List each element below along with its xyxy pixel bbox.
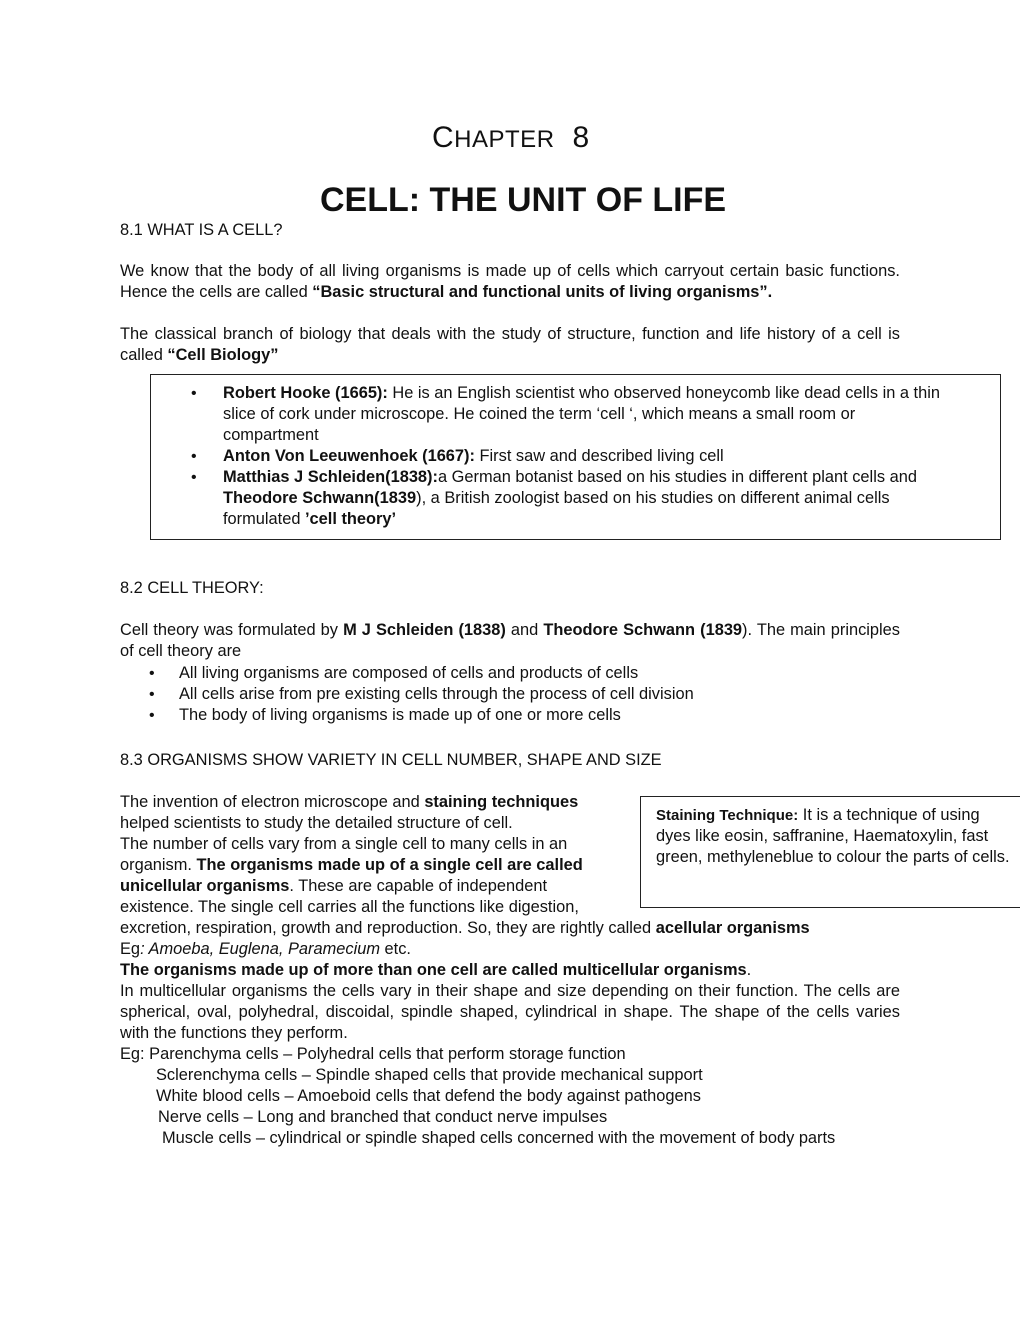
list-item: • Anton Von Leeuwenhoek (1667): First saw and described living cell xyxy=(151,446,951,467)
cell-theory-principles xyxy=(120,663,920,726)
history-box xyxy=(150,374,1001,540)
staining-label: Staining Technique: xyxy=(656,807,799,824)
chapter-number: 8 xyxy=(572,121,590,154)
list-item: • All cells arise from pre existing cells through the process of cell division xyxy=(120,684,920,705)
list-item: • The body of living organisms is made up of one or more cells xyxy=(120,705,920,726)
list-item: Muscle cells – cylindrical or spindle shaped cells concerned with the movement of body parts xyxy=(162,1129,836,1147)
staining-technique-box: Staining Technique: It is a technique of using dyes like eosin, saffranine, Haematoxylin, fast green, methyleneblue to colour the parts of cells. xyxy=(640,796,1020,908)
section-heading-8-1: 8.1 WHAT IS A CELL? xyxy=(120,221,283,239)
section-heading-8-2: 8.2 CELL THEORY: xyxy=(120,579,264,597)
section-heading-8-3: 8.3 ORGANISMS SHOW VARIETY IN CELL NUMBER, SHAPE AND SIZE xyxy=(120,751,662,769)
list-item: White blood cells – Amoeboid cells that defend the body against pathogens xyxy=(156,1087,701,1105)
paragraph-cell-theory: Cell theory was formulated by M J Schleiden (1838) and Theodore Schwann (1839). The main principles of cell theory are xyxy=(120,621,900,660)
paragraph-cell-biology: The classical branch of biology that deals with the study of structure, function and life history of a cell is called “Cell Biology” xyxy=(120,325,900,364)
paragraph-multicellular: In multicellular organisms the cells vary in their shape and size depending on their function. The cells are spherical, oval, polyhedral, discoidal, spindle shaped, cylindrical in shape. The shape of the cells varies with the functions they perform. xyxy=(120,982,900,1042)
list-item: Eg: Parenchyma cells – Polyhedral cells that perform storage function xyxy=(120,1045,626,1063)
list-item: • Matthias J Schleiden(1838):a German botanist based on his studies in different plant cells and Theodore Schwann(1839), a British zoologist based on his studies on different animal cells formulated ’cell theory’ xyxy=(151,467,951,530)
list-item: Sclerenchyma cells – Spindle shaped cells that provide mechanical support xyxy=(156,1066,703,1084)
list-item: Nerve cells – Long and branched that conduct nerve impulses xyxy=(158,1108,608,1126)
list-item: • All living organisms are composed of cells and products of cells xyxy=(120,663,920,684)
chapter-label: CHAPTER 8 xyxy=(432,121,590,154)
paragraph-variety: The invention of electron microscope and staining techniques helped scientists to study the detailed structure of cell. The number of cells vary from a single cell to many cells in an organism. The organisms made up of a single cell are called unicellular organisms. These are capable of independent existence. The single cell carries all the functions like digestion, excretion, respiration, growth and reproduction. So, they are rightly called acellular organisms Eg: Amoeba, Euglena, Paramecium etc. The organisms made up of more than one cell are called multicellular organisms. xyxy=(120,793,810,979)
list-item: • Robert Hooke (1665): He is an English scientist who observed honeycomb like dead cells in a thin slice of cork under microscope. He coined the term ‘cell ‘, which means a small room or compartment xyxy=(151,383,951,446)
page-title: CELL: THE UNIT OF LIFE xyxy=(320,181,727,219)
examples-list xyxy=(120,1044,910,1128)
paragraph-cell-definition: We know that the body of all living organisms is made up of cells which carryout certain basic functions. Hence the cells are called “Basic structural and functional units of living organisms”. xyxy=(120,262,900,301)
